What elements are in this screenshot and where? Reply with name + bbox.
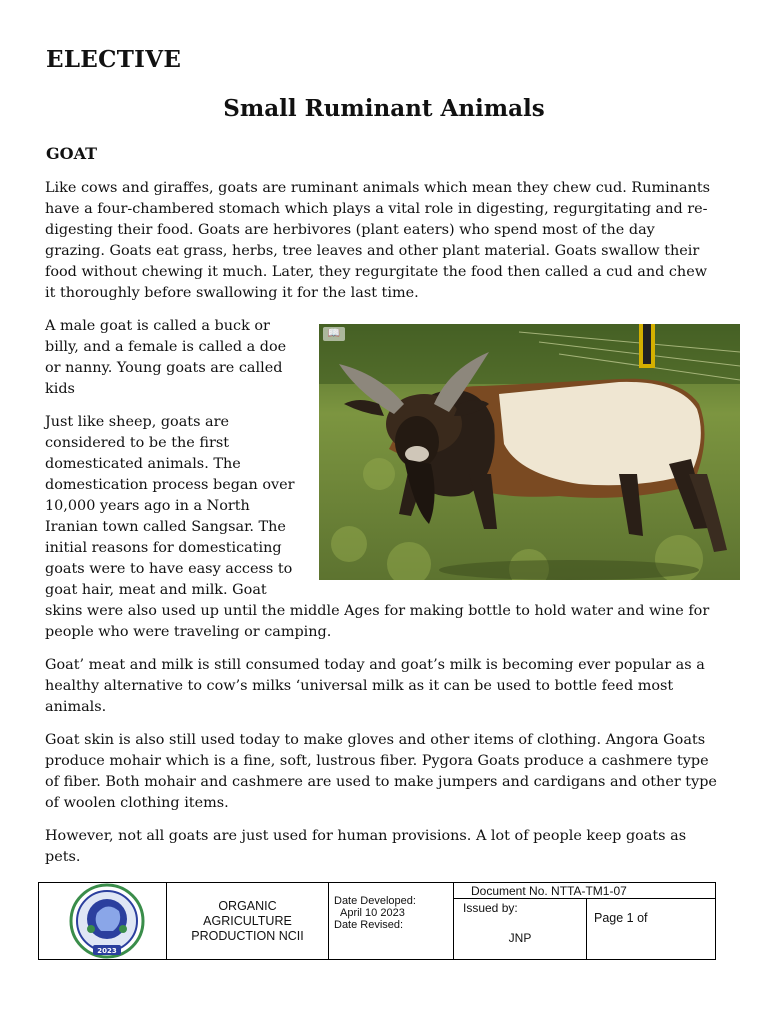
paragraph-1: Like cows and giraffes, goats are ruminant animals which mean they chew cud. Ruminants have a four-chambered stomach which plays a vital role in digesting, regurgitating and re-digesting their food. Goats are herbivores (plant eaters) who spend most of the day grazing. Goats eat grass, herbs, tree leaves and other plant material. Goats swallow their food without chewing it much. Later, they regurgitate the food then called a cud and chew it thoroughly before swallowing it for the last time.	[45, 180, 711, 301]
elective-heading: ELECTIVE	[46, 46, 182, 73]
issued-by-label: Issued by:	[463, 901, 518, 915]
date-developed-label: Date Developed:	[334, 895, 416, 907]
date-revised-label: Date Revised:	[334, 919, 404, 931]
page-title: Small Ruminant Animals	[223, 95, 545, 122]
issued-by-cell	[454, 899, 587, 959]
paragraph-3: Just like sheep, goats are considered to be the first domesticated animals. The domestication process began over 10,000 years ago in a North Iranian town called Sangsar. The initial reasons for domesticating goats were to have easy access to goat hair, meat and milk. Goat skins were also used up until the middle Ages for making bottle to hold water and wine for people who were traveling or camping.	[45, 414, 710, 640]
school-logo	[67, 883, 147, 959]
section-heading-goat: GOAT	[46, 144, 98, 163]
footer-doc-cell	[454, 883, 715, 959]
paragraph-2: 📖 A male goat is called a buck or billy, and a female is called a doe or nanny. Young goats are called kids	[45, 316, 717, 400]
date-developed-value: April 10 2023	[340, 907, 405, 919]
footer-org-cell	[167, 883, 329, 959]
goat-photo	[319, 324, 740, 580]
footer-dates-cell	[329, 883, 454, 959]
article-body	[45, 178, 717, 880]
paragraph-4: Goat’ meat and milk is still consumed today and goat’s milk is becoming ever popular as a healthy alternative to cow’s milks ‘universal milk as it can be used to bottle feed most animals.	[45, 657, 705, 715]
issued-by-value: JNP	[508, 931, 532, 945]
document-number: Document No. NTTA-TM1-07	[454, 883, 715, 899]
logo-year: 2023	[97, 947, 117, 955]
footer-logo-cell	[39, 883, 167, 959]
paragraph-5: Goat skin is also still used today to make gloves and other items of clothing. Angora Goats produce mohair which is a fine, soft, lustrous fiber. Pygora Goats produce a cashmere type of fiber. Both mohair and cashmere are used to make jumpers and cardigans and other type of woolen clothing items.	[45, 732, 717, 811]
organization-title: ORGANIC AGRICULTURE PRODUCTION NCII	[191, 898, 304, 943]
book-icon: 📖	[323, 327, 345, 341]
paragraph-6: However, not all goats are just used for human provisions. A lot of people keep goats as pets.	[45, 828, 687, 865]
document-footer-table	[38, 882, 716, 960]
goat-image	[319, 324, 740, 580]
page-number: Page 1 of	[594, 911, 648, 925]
